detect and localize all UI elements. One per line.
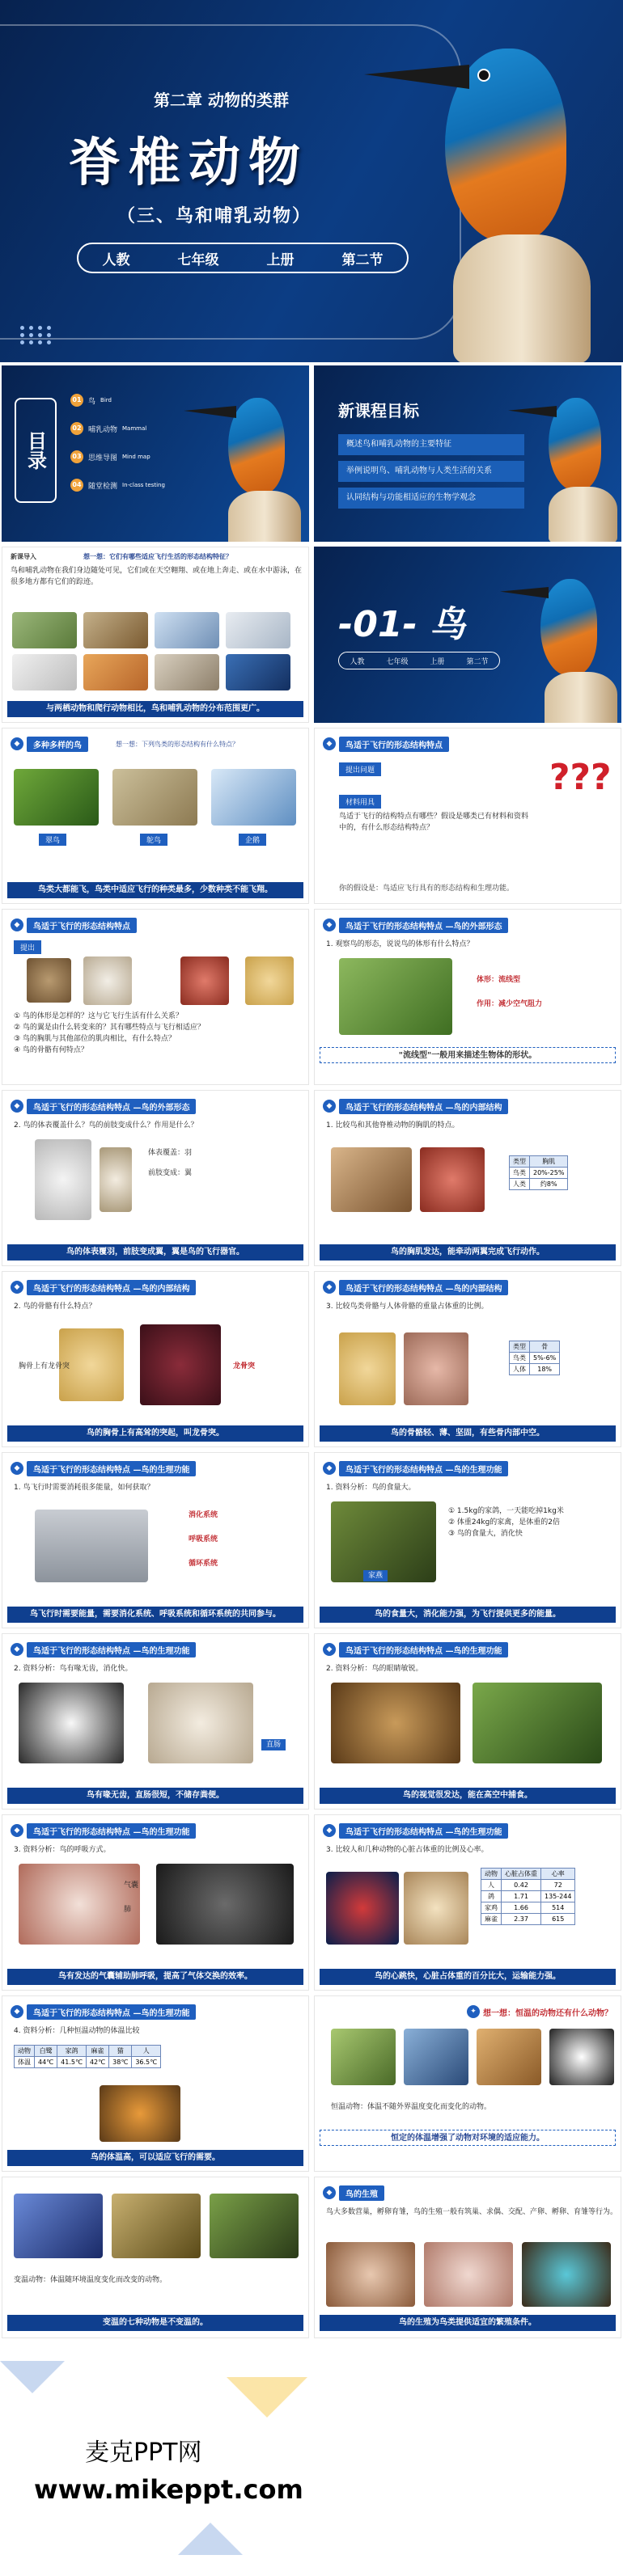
kingfisher-photo (473, 1683, 602, 1763)
label-materials: 材料用具 (339, 795, 381, 809)
penguin-photo (211, 769, 296, 826)
bird-icon: ◆ (11, 1281, 23, 1294)
cover-subtitle: （三、鸟和哺乳动物） (117, 206, 312, 226)
cold-blooded-definition: 变温动物：体温随环境温度变化而改变的动物。 (14, 2276, 167, 2284)
kingfisher-image (180, 374, 309, 542)
snake-photo (112, 2194, 201, 2258)
tag-section: 第二节 (341, 251, 384, 268)
slide-heading: 多种多样的鸟 (27, 737, 88, 752)
lung-diagram (156, 1864, 294, 1945)
slide-question: 3. 比较鸟类骨骼与人体骨骼的重量占体重的比例。 (326, 1303, 489, 1311)
bird-photo (339, 958, 452, 1035)
bird-icon: ◆ (11, 1462, 23, 1475)
intro-label: 新课导入 (11, 553, 36, 560)
slide-footer: 鸟的视觉很发达，能在高空中捕食。 (320, 1788, 616, 1804)
toc-label: 目录 (15, 398, 57, 503)
question-marks-icon: ??? (549, 757, 612, 798)
intro-footer: 与两栖动物和爬行动物相比，鸟和哺乳动物的分布范围更广。 (7, 701, 303, 717)
section-slide-bird (314, 547, 621, 723)
watermark-url[interactable]: www.mikeppt.com (34, 2474, 303, 2505)
fact-item: ① 1.5kg的家鸽，一天能吃掉1kg米 (448, 1507, 564, 1515)
hypothesis-text: 鸟适于飞行的结构特点有哪些？假设是哪类已有材料和资料中的，有什么形态结构特点？ (339, 813, 529, 832)
question-item: ④ 鸟的骨骼有何特点？ (14, 1046, 88, 1054)
ostrich-photo (112, 769, 197, 826)
slide-footer: 鸟有发达的气囊辅助肺呼吸，提高了气体交换的效率。 (7, 1969, 303, 1985)
kingfisher-image (356, 0, 623, 362)
decorative-triangle (0, 2361, 65, 2393)
energy-slide (2, 1452, 309, 1628)
keel-label: 龙骨突 (233, 1362, 256, 1370)
bird-icon: ◆ (11, 2005, 23, 2018)
slide-question: 4. 资料分析：几种恒温动物的体温比较 (14, 2027, 140, 2035)
bird-photo (404, 1872, 468, 1945)
mammal-photo (83, 654, 148, 690)
slide-heading: 鸟适于飞行的形态结构特点 —鸟的外部形态 (27, 1099, 196, 1114)
bird-icon: ◆ (11, 1824, 23, 1837)
mammal-photo (226, 654, 290, 690)
slide-question: 想一想：恒温的动物还有什么动物？ (483, 2008, 612, 2018)
beak-slide (2, 1633, 309, 1810)
slide-heading: 鸟适于飞行的形态结构特点 (339, 737, 449, 752)
bird-photo (404, 2029, 468, 2085)
caption-penguin: 企鹅 (239, 834, 266, 846)
nest-photo (522, 2242, 611, 2307)
slide-footer: 鸟的胸骨上有高耸的突起，叫龙骨突。 (7, 1425, 303, 1442)
questions-slide (2, 909, 309, 1085)
intro-question: 想一想：它们有哪些适应飞行生活的形态结构特征？ (83, 553, 232, 560)
toc-item-4[interactable]: 04 随堂检测 In-class testing (70, 479, 165, 492)
human-photo (331, 1147, 412, 1212)
decorative-triangle (227, 2377, 307, 2418)
slide-question: 1. 观察鸟的形态，说说鸟的体形有什么特点？ (326, 940, 474, 948)
goal-item-1: 概述鸟和哺乳动物的主要特征 (338, 434, 524, 455)
rectum-label: 直肠 (261, 1739, 286, 1750)
bird-icon: ◆ (11, 918, 23, 931)
bird-photo (155, 612, 219, 648)
slide-footer: 鸟的生殖为鸟类提供适宜的繁殖条件。 (320, 2315, 616, 2331)
bird-icon: ◆ (323, 1281, 336, 1294)
bird-icon: ◆ (323, 737, 336, 750)
question-item: ③ 鸟的胸肌与其他部位的肌肉相比，有什么特点？ (14, 1035, 176, 1043)
watermark-site-name: 麦克PPT网 (85, 2439, 202, 2467)
bird-wing-photo (35, 1139, 91, 1220)
toc-item-2[interactable]: 02 哺乳动物 Mammal (70, 422, 146, 435)
bone-table: 类型 骨 鸟类 5%-6% 人体 18% (509, 1341, 560, 1375)
slide-question: 2. 资料分析：鸟有喙无齿，消化快。 (14, 1665, 133, 1673)
body-shape-slide (314, 909, 621, 1085)
slide-heading: 鸟适于飞行的形态结构特点 —鸟的生理功能 (27, 1823, 196, 1839)
answer-feathers: 体表覆盖：羽 (148, 1149, 193, 1157)
slide-footer: 鸟飞行时需要能量，需要消化系统、呼吸系统和循环系统的共同参与。 (7, 1607, 303, 1623)
cat-photo (477, 2029, 541, 2085)
bird-icon: ◆ (323, 2186, 336, 2199)
slide-question: 1. 资料分析：鸟的食量大。 (326, 1484, 416, 1492)
eagle-photo (19, 1683, 124, 1763)
toc-slide (2, 365, 309, 542)
bird-muscle-diagram (420, 1147, 485, 1212)
bird-muscle-diagram (180, 956, 229, 1005)
decorative-dots (20, 326, 53, 344)
muscle-slide (314, 1090, 621, 1266)
diversity-footer: 鸟类大都能飞，鸟类中适应飞行的种类最多，少数种类不能飞翔。 (7, 882, 303, 898)
lightbulb-icon: ✦ (467, 2005, 480, 2018)
slide-heading: 鸟适于飞行的形态结构特点 —鸟的外部形态 (339, 918, 508, 933)
bone-weight-slide (314, 1271, 621, 1447)
slide-footer: 鸟的心跳快，心脏占体重的百分比大，运输能力强。 (320, 1969, 616, 1985)
bird-icon: ◆ (323, 918, 336, 931)
cover-title: 脊椎动物 (69, 133, 308, 193)
slide-heading: 鸟适于飞行的形态结构特点 —鸟的生理功能 (339, 1461, 508, 1476)
slide-heading: 鸟适于飞行的形态结构特点 (27, 918, 137, 933)
reproduction-slide (314, 2177, 621, 2338)
feather-photo (100, 1147, 132, 1212)
hypothesis-slide (314, 728, 621, 904)
hypothesis-footer: 你的假设是：鸟适应飞行具有的形态结构和生理功能。 (339, 885, 515, 893)
section-tags: 人教 七年级 上册 第二节 (338, 652, 500, 669)
diversity-slide (2, 728, 309, 904)
bird-skeleton-diagram (339, 1332, 396, 1405)
digestive-diagram (148, 1683, 253, 1763)
mammal-photo (12, 654, 77, 690)
heart-diagram (326, 1872, 399, 1945)
slide-footer: "流线型"一般用来描述生物体的形状。 (320, 1047, 616, 1063)
bird-icon: ◆ (323, 1824, 336, 1837)
label-ask: 提出 (14, 940, 41, 954)
vision-slide (314, 1633, 621, 1810)
goal-item-3: 认同结构与功能相适应的生物学观念 (338, 488, 524, 509)
pigeon-anatomy-diagram (19, 1864, 140, 1945)
frog-photo (210, 2194, 299, 2258)
decorative-triangle (178, 2523, 243, 2555)
kingfisher-photo (14, 769, 99, 826)
slide-footer: 鸟有喙无齿，直肠很短，不储存粪便。 (7, 1788, 303, 1804)
air-sac-label: 气囊 (124, 1881, 139, 1890)
slide-heading: 鸟适于飞行的形态结构特点 —鸟的生理功能 (339, 1823, 508, 1839)
slide-footer: 恒定的体温增强了动物对环境的适应能力。 (320, 2130, 616, 2146)
toc-item-1[interactable]: 01 鸟 Bird (70, 394, 112, 407)
slide-heading: 鸟适于飞行的形态结构特点 —鸟的内部结构 (339, 1280, 508, 1295)
panda-photo (549, 2029, 614, 2085)
slide-heading: 鸟适于飞行的形态结构特点 —鸟的生理功能 (27, 1461, 196, 1476)
tag-publisher: 人教 (102, 251, 130, 268)
lung-label: 肺 (124, 1906, 132, 1914)
shape-answer: 体形：流线型 (477, 976, 521, 984)
slide-footer: 鸟的食量大，消化能力强，为飞行提供更多的能量。 (320, 1607, 616, 1623)
slide-footer: 变温的七种动物是不变温的。 (7, 2315, 303, 2331)
eggs-photo (424, 2242, 513, 2307)
slide-question: 3. 资料分析：鸟的呼吸方式。 (14, 1846, 111, 1854)
bone-cross-section-photo (404, 1332, 468, 1405)
food-intake-slide (314, 1452, 621, 1628)
chapter-title: 第二章 动物的类群 (154, 91, 289, 110)
owl-photo (331, 1683, 460, 1763)
fact-item: ② 体重24kg的家禽，是体重的2倍 (448, 1518, 561, 1527)
kingfisher-image (500, 555, 621, 723)
air-sac-slide (2, 1814, 309, 1991)
slide-question: 想一想：下列鸟类的形态结构有什么特点？ (116, 741, 239, 748)
caption-ostrich: 鸵鸟 (140, 834, 167, 846)
slide-footer: 鸟的体表覆羽，前肢变成翼，翼是鸟的飞行器官。 (7, 1244, 303, 1261)
effect-answer: 作用：减少空气阻力 (477, 1000, 543, 1008)
intro-text: 鸟和哺乳动物在我们身边随处可见，它们或在天空翱翔、或在地上奔走、或在水中游泳，在很多地方都有它们的踪迹。 (11, 567, 303, 586)
watermark-area (0, 2345, 623, 2576)
cover-slide (0, 0, 623, 362)
slide-footer: 鸟的体温高，可以适应飞行的需要。 (7, 2150, 303, 2166)
bird-icon: ◆ (323, 1462, 336, 1475)
goal-item-2: 举例说明鸟、哺乳动物与人类生活的关系 (338, 461, 524, 482)
slide-heading: 鸟适于飞行的形态结构特点 —鸟的内部结构 (339, 1099, 508, 1114)
slide-question: 2. 鸟的体表覆盖什么？鸟的前肢变成什么？作用是什么？ (14, 1121, 198, 1130)
answer-wings: 前肢变成：翼 (148, 1169, 193, 1177)
bird-skeleton-diagram (245, 956, 294, 1005)
slide-heading: 鸟适于飞行的形态结构特点 —鸟的生理功能 (339, 1642, 508, 1658)
cold-blooded-slide (2, 2177, 309, 2338)
flying-bird-photo (35, 1510, 148, 1582)
toc-item-3[interactable]: 03 思维导图 Mind map (70, 450, 150, 463)
respiratory-system-label: 呼吸系统 (189, 1535, 218, 1543)
circulatory-system-label: 循环系统 (189, 1560, 218, 1568)
goals-title: 新课程目标 (338, 401, 419, 420)
bird-icon: ◆ (11, 1643, 23, 1656)
slide-footer: 鸟的骨骼轻、薄、坚固，有些骨内部中空。 (320, 1425, 616, 1442)
feathers-slide (2, 1090, 309, 1266)
feather-photo (83, 956, 132, 1005)
slide-question: 1. 鸟飞行时需要消耗很多能量，如何获取？ (14, 1484, 155, 1492)
bird-icon: ◆ (11, 737, 23, 750)
eggs-photo (326, 2242, 415, 2307)
question-item: ① 鸟的体形是怎样的？这与它飞行生活有什么关系？ (14, 1012, 183, 1020)
goals-slide (314, 365, 621, 542)
section-title: 鸟 (430, 604, 466, 645)
heart-table: 动物 心脏占体重 心率 人 0.42 72 鸽 1.71 135-244 家鸡 1.66 514 麻雀 2.37 615 (481, 1868, 575, 1925)
muscle-table: 类型 胸肌 鸟类 20%-25% 人类 约8% (509, 1155, 568, 1190)
slide-heading: 鸟适于飞行的形态结构特点 —鸟的内部结构 (27, 1280, 196, 1295)
bird-photo (27, 958, 71, 1003)
slide-heading: 鸟适于飞行的形态结构特点 —鸟的生理功能 (27, 2004, 196, 2020)
bird-icon: ◆ (323, 1100, 336, 1113)
label-question: 提出问题 (339, 762, 381, 776)
fish-photo (14, 2194, 103, 2258)
intro-slide (2, 547, 309, 723)
mammal-photo (155, 654, 219, 690)
fact-item: ③ 鸟的食量大，消化快 (448, 1530, 523, 1538)
body-temperature-slide (2, 1995, 309, 2172)
slide-heading: 鸟的生殖 (339, 2185, 384, 2201)
sternum-label: 胸骨上有龙骨突 (19, 1362, 70, 1370)
slide-heading: 鸟适于飞行的形态结构特点 —鸟的生理功能 (27, 1642, 196, 1658)
kingfisher-image (508, 374, 621, 542)
bird-photo (226, 612, 290, 648)
bird-photo (12, 612, 77, 648)
tag-volume: 上册 (266, 251, 295, 268)
reproduction-text: 鸟大多数营巢，孵卵育雏，鸟的生殖一般有筑巢、求偶、交配、产卵、孵卵、育雏等行为。 (326, 2208, 618, 2216)
bird-photo (100, 2085, 180, 2142)
slide-question: 3. 比较人和几种动物的心脏占体重的比例及心率。 (326, 1846, 489, 1854)
question-item: ② 鸟的翼是由什么转变来的？其有哪些特点与飞行相适应？ (14, 1024, 205, 1032)
temperature-table: 动物 白鹭 家鸽 麻雀 猫 人 体温 44℃ 41.5℃ 42℃ 38℃ 36.5℃ (14, 2045, 161, 2068)
swallow-caption: 家燕 (363, 1570, 388, 1581)
slide-question: 2. 资料分析：鸟的眼睛敏锐。 (326, 1665, 423, 1673)
bird-icon: ◆ (323, 1643, 336, 1656)
bird-icon: ◆ (11, 1100, 23, 1113)
slide-footer: 鸟的胸肌发达，能牵动两翼完成飞行动作。 (320, 1244, 616, 1261)
bird-muscle-diagram (140, 1324, 221, 1405)
digestive-system-label: 消化系统 (189, 1511, 218, 1519)
heart-slide (314, 1814, 621, 1991)
slide-question: 2. 鸟的骨骼有什么特点？ (14, 1303, 96, 1311)
bird-photo (83, 612, 148, 648)
skeleton-slide (2, 1271, 309, 1447)
slide-question: 1. 比较鸟和其他脊椎动物的胸肌的特点。 (326, 1121, 460, 1130)
caption-kingfisher: 翠鸟 (39, 834, 66, 846)
warm-blooded-definition: 恒温动物：体温不随外界温度变化而变化的动物。 (331, 2103, 492, 2111)
bird-photo (331, 2029, 396, 2085)
warm-blooded-slide (314, 1995, 621, 2172)
tag-grade: 七年级 (177, 251, 219, 268)
section-number: -01- (338, 604, 417, 645)
